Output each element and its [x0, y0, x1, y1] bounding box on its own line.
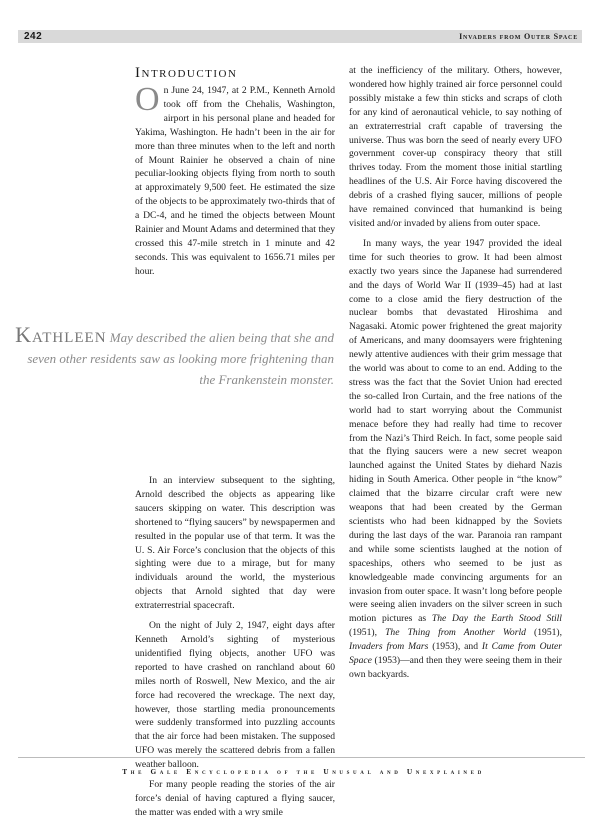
pull-quote-text: May described the alien being that she and seven other residents saw as looking more frightening than the Frankenstein monster.: [27, 330, 334, 387]
pull-quote: [12, 324, 334, 390]
film-title: It Came from Outer Space: [349, 641, 563, 667]
intro-text: n June 24, 1947, at 2 P.M., Kenneth Arnold took off from the Chehalis, Washington, airport in his personal plane and headed for Yakima, Washington. He hadn’t been in the air for more than three minutes when to the left and north of Mount Rainier he observed a chain of nine peculiar-looking objects flying from north to south at approximately 9,500 feet. He estimated the size of the objects to be approximately two-thirds that of a DC-4, and he timed the objects between Mount Rainier and Mount Adams and determined that they crossed this 47-mile stretch in 1 minute and 42 seconds. This was equivalent to 1656.71 miles per hour.: [135, 85, 335, 277]
running-head: Invaders from Outer Space: [459, 32, 578, 41]
pull-quote-name: Kathleen: [15, 322, 107, 347]
film-title: The Day the Earth Stood Still: [431, 613, 562, 625]
footer-rule: [18, 757, 585, 758]
page-number: 242: [24, 31, 43, 42]
page-header: [18, 30, 582, 43]
paragraph-text: (1953)—and then they were seeing them in their own backyards.: [349, 655, 562, 680]
intro-paragraph: [135, 81, 335, 279]
page-footer: The Gale Encyclopedia of the Unusual and Unexplained: [122, 767, 485, 776]
paragraph: [349, 237, 562, 682]
paragraph: On the night of July 2, 1947, eight days after Kenneth Arnold’s sighting of mysterious unidentified flying objects, another UFO was reported to have crashed on ranchland about 60 miles north of Roswell, New Mexico, and the air force had recovered the wreckage. The next day, however, those startling media pronouncements were suddenly transformed into puzzling accounts that the air force had been mistaken. The supposed UFO was merely the scattered debris from a fallen weather balloon.: [135, 620, 335, 771]
intro-column: [135, 81, 335, 285]
film-year: (1953), and: [428, 641, 482, 653]
paragraph: In an interview subsequent to the sighting, Arnold described the objects as appearing like saucers skipping on water. This description was shortened to “flying saucers” by newspapermen and resulted in the popular use of that term. It was the U. S. Air Force’s conclusion that the objects of this sighting were due to a mirage, but for many individuals around the world, the mysterious objects that Arnold sighted that day were extraterrestrial spacecraft.: [135, 475, 335, 612]
paragraph: For many people reading the stories of the air force’s denial of having captured a flying saucer, the matter was ended with a wry smile: [135, 779, 335, 818]
paragraph: at the inefficiency of the military. Others, however, wondered how highly trained air force personnel could possibly mistake a few thin sticks and scraps of cloth for any kind of aeronautical vehicle, to say nothing of an extraterrestrial craft capable of traversing the universe. Thus was born the seed of nearly every UFO government cover-up conspiracy theory that still thrives today. From the moment those initial startling headlines of the U.S. Air Force having discovered the debris of a crashed flying saucer, millions of people have remained convinced that humankind is being visited and/or invaded by aliens from outer space.: [349, 65, 562, 229]
paragraph-text: In many ways, the year 1947 provided the ideal time for such theories to grow. It had been almost exactly two years since the Japanese had surrendered and the days of World War II (1939–45) had at last come to a close amid the fiery destruction of the nuclear bombs that devastated Hiroshima and Nagasaki. Atomic power frightened the great majority of Americans, and many doomsayers were frightening newly attentive audiences with their grim message that the world was about to come to an end. Adding to the stress was the fact that the Soviet Union had erected the so-called Iron Curtain, and the free nations of the world had to start worrying about the Communist menace before they had really had time to recover from the Nazi’s Third Reich. In fact, some people said that the flying saucers were a new secret weapon launched against the United States by diehard Nazis hiding in South America. Other people in “the know” claimed that the bizarre circular craft were new weapons that had been created by the German scientists who had been kidnapped by the Soviets during the last days of the war. Paranoia ran rampant and while some scientists laughed at the notion of spaceships, others who seemed to be just as knowledgeable made convincing arguments for an invasion from outer space. It wasn’t long before people were seeing alien invaders on the silver screen in such motion pictures as: [349, 237, 562, 625]
film-title: Invaders from Mars: [349, 641, 429, 653]
film-year: (1951),: [349, 627, 386, 639]
film-year: (1951),: [525, 627, 563, 639]
right-column: [349, 64, 562, 688]
film-title: The Thing from Another World: [385, 627, 526, 639]
section-title: Introduction: [135, 65, 238, 81]
drop-cap: O: [135, 81, 160, 118]
